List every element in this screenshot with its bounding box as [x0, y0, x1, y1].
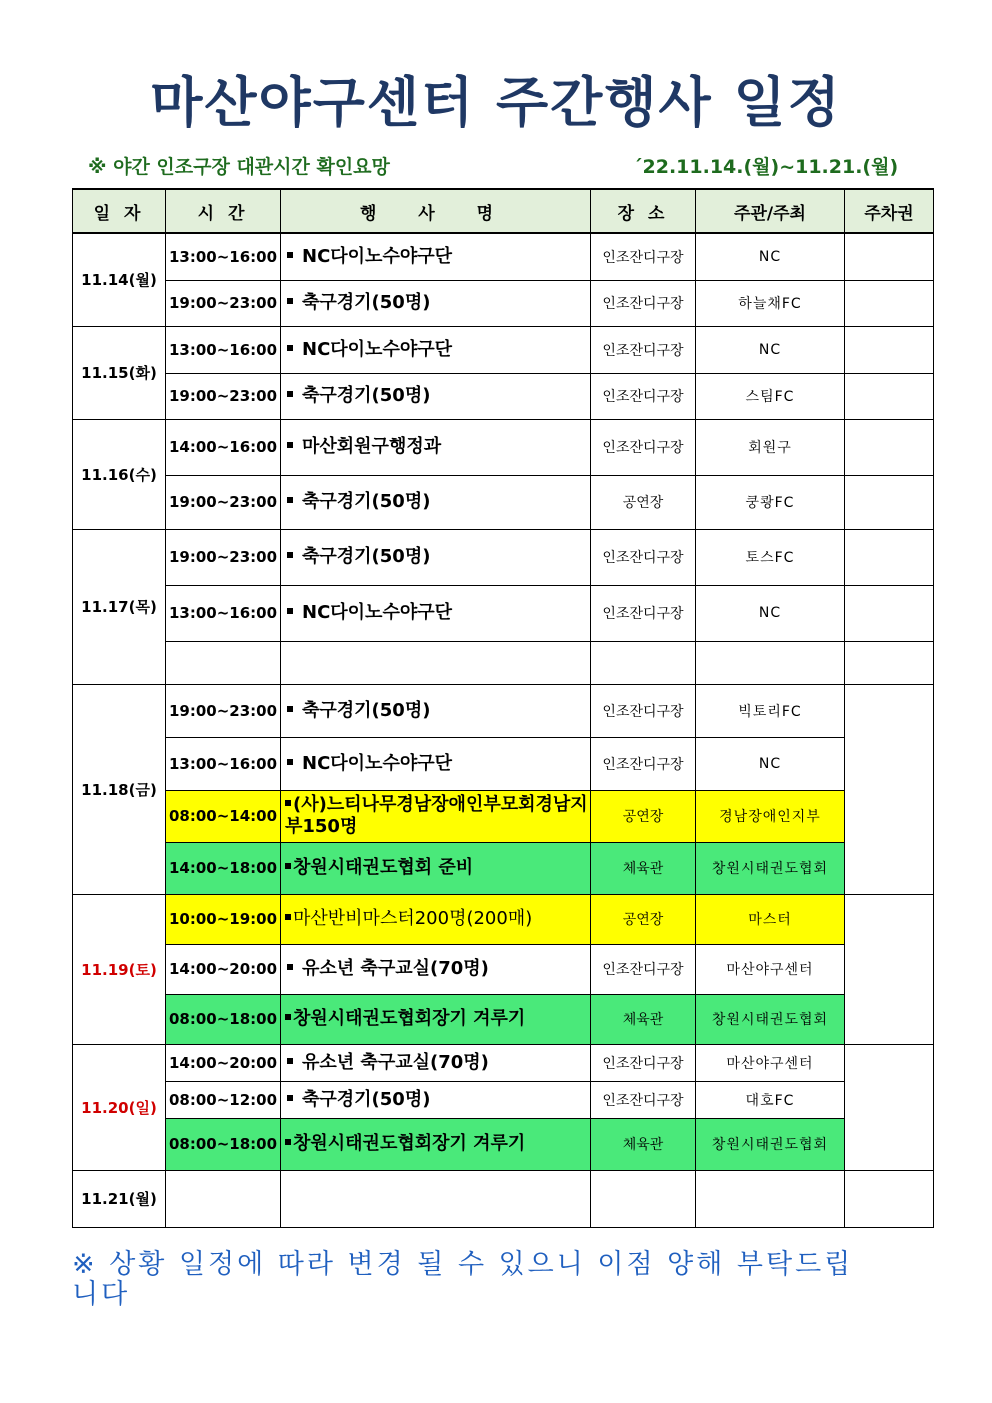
place-cell: 인조잔디구장 [591, 1044, 696, 1081]
place-cell: 인조잔디구장 [591, 280, 696, 326]
event-name: 창원시태권도협회 준비 [293, 857, 474, 878]
event-cell [281, 790, 591, 842]
table-row-highlight [73, 994, 934, 1044]
date-cell: 11.14(월) [73, 233, 166, 326]
place-cell: 체육관 [591, 1118, 696, 1170]
time-cell [166, 641, 281, 684]
time-cell: 14:00~16:00 [166, 419, 281, 475]
table-header-row [73, 189, 934, 233]
time-cell: 14:00~20:00 [166, 944, 281, 994]
event-name: 마산회원구행정과 [302, 436, 442, 457]
bullet-icon [287, 1095, 293, 1101]
parking-cell [845, 1170, 934, 1227]
parking-cell [845, 280, 934, 326]
bullet-icon [287, 608, 293, 614]
table-row [73, 944, 934, 994]
bullet-icon [287, 964, 293, 970]
time-cell: 19:00~23:00 [166, 373, 281, 419]
table-row [73, 326, 934, 373]
event-name: 창원시태권도협회장기 겨루기 [293, 1008, 526, 1029]
event-cell [281, 529, 591, 585]
date-cell: 11.20(일) [73, 1044, 166, 1170]
place-cell: 인조잔디구장 [591, 585, 696, 641]
header-host: 주관/주최 [696, 189, 845, 233]
event-cell [281, 684, 591, 737]
notice-text: ※ 상황 일정에 따라 변경 될 수 있으니 이점 양해 부탁드립니다 [72, 1249, 854, 1310]
host-cell: 마스터 [696, 894, 845, 944]
table-row [73, 529, 934, 585]
schedule-table [72, 188, 934, 1228]
table-row [73, 1044, 934, 1081]
table-row [73, 475, 934, 529]
parking-cell [845, 419, 934, 475]
event-cell [281, 737, 591, 790]
event-name: NC다이노수야구단 [302, 752, 452, 774]
host-cell: 토스FC [696, 529, 845, 585]
parking-cell [845, 684, 934, 894]
place-cell: 인조잔디구장 [591, 1081, 696, 1118]
table-row [73, 280, 934, 326]
parking-cell [845, 475, 934, 529]
bullet-icon [287, 706, 293, 712]
event-name: NC다이노수야구단 [302, 602, 452, 623]
host-cell: 쿵쾅FC [696, 475, 845, 529]
parking-cell [845, 326, 934, 373]
bullet-icon [287, 345, 293, 351]
event-cell [281, 1170, 591, 1227]
event-cell [281, 1081, 591, 1118]
event-name: (사)느티나무경남장애인부모회경남지부150명 [285, 794, 588, 837]
event-name: 유소년 축구교실(70명) [302, 958, 489, 979]
place-cell: 인조잔디구장 [591, 737, 696, 790]
host-cell: 경남장애인지부 [696, 790, 845, 842]
time-cell: 08:00~18:00 [166, 994, 281, 1044]
table-row [73, 373, 934, 419]
parking-cell [845, 373, 934, 419]
event-cell [281, 280, 591, 326]
bullet-icon [285, 1014, 291, 1020]
date-cell: 11.16(수) [73, 419, 166, 529]
time-cell: 19:00~23:00 [166, 684, 281, 737]
event-name: 유소년 축구교실(70명) [302, 1051, 489, 1073]
place-cell: 인조잔디구장 [591, 684, 696, 737]
bullet-icon [287, 442, 293, 448]
host-cell [696, 1170, 845, 1227]
date-cell: 11.21(월) [73, 1170, 166, 1227]
place-cell: 체육관 [591, 994, 696, 1044]
host-cell: 스팀FC [696, 373, 845, 419]
time-cell: 13:00~16:00 [166, 326, 281, 373]
event-cell [281, 1044, 591, 1081]
parking-cell [845, 1044, 934, 1170]
host-cell: 창원시태권도협회 [696, 842, 845, 894]
bullet-icon [285, 1139, 291, 1145]
table-row [73, 1081, 934, 1118]
time-cell [166, 1170, 281, 1227]
place-cell: 인조잔디구장 [591, 326, 696, 373]
event-name: NC다이노수야구단 [302, 245, 452, 267]
event-cell [281, 585, 591, 641]
bullet-icon [287, 759, 293, 765]
bullet-icon [287, 1058, 293, 1064]
time-cell: 19:00~23:00 [166, 529, 281, 585]
time-cell: 10:00~19:00 [166, 894, 281, 944]
event-cell [281, 233, 591, 280]
page-title: 마산야구센터 주간행사 일정 [150, 71, 842, 134]
event-name: 축구경기(50명) [302, 491, 431, 512]
event-cell [281, 475, 591, 529]
host-cell: NC [696, 585, 845, 641]
place-cell: 공연장 [591, 475, 696, 529]
host-cell: 회원구 [696, 419, 845, 475]
host-cell: 창원시태권도협회 [696, 1118, 845, 1170]
time-cell: 13:00~16:00 [166, 737, 281, 790]
time-cell: 14:00~20:00 [166, 1044, 281, 1081]
event-name: 마산반비마스터200명(200매) [293, 908, 533, 929]
table-row-empty [73, 641, 934, 684]
table-row-highlight [73, 842, 934, 894]
place-cell: 인조잔디구장 [591, 233, 696, 280]
place-cell: 인조잔디구장 [591, 373, 696, 419]
event-cell [281, 894, 591, 944]
bullet-icon [287, 391, 293, 397]
place-cell [591, 641, 696, 684]
event-name: 축구경기(50명) [302, 292, 431, 313]
event-cell [281, 373, 591, 419]
date-cell: 11.18(금) [73, 684, 166, 894]
table-row [73, 684, 934, 737]
event-cell [281, 842, 591, 894]
event-cell [281, 994, 591, 1044]
bullet-icon [287, 552, 293, 558]
schedule-period: ´22.11.14.(월)~11.21.(월) [633, 156, 899, 178]
time-cell: 13:00~16:00 [166, 585, 281, 641]
host-cell: NC [696, 737, 845, 790]
host-cell: 하늘채FC [696, 280, 845, 326]
time-cell: 14:00~18:00 [166, 842, 281, 894]
time-cell: 08:00~12:00 [166, 1081, 281, 1118]
place-cell: 체육관 [591, 842, 696, 894]
event-name: 창원시태권도협회장기 겨루기 [293, 1133, 526, 1154]
table-row-highlight [73, 894, 934, 944]
host-cell: NC [696, 326, 845, 373]
date-cell: 11.17(목) [73, 529, 166, 684]
event-cell [281, 419, 591, 475]
host-cell: 대호FC [696, 1081, 845, 1118]
place-cell: 인조잔디구장 [591, 944, 696, 994]
table-row [73, 737, 934, 790]
parking-cell [845, 529, 934, 585]
event-name: 축구경기(50명) [302, 699, 431, 721]
table-row-highlight [73, 790, 934, 842]
place-cell [591, 1170, 696, 1227]
event-name: NC다이노수야구단 [302, 338, 452, 360]
time-cell: 19:00~23:00 [166, 280, 281, 326]
time-cell: 08:00~18:00 [166, 1118, 281, 1170]
header-event: 행 사 명 [281, 189, 591, 233]
subtitle-note: ※ 야간 인조구장 대관시간 확인요망 [88, 156, 390, 178]
place-cell: 공연장 [591, 894, 696, 944]
bullet-icon [287, 252, 293, 258]
host-cell: 마산야구센터 [696, 1044, 845, 1081]
host-cell: 마산야구센터 [696, 944, 845, 994]
host-cell: 창원시태권도협회 [696, 994, 845, 1044]
header-date: 일 자 [73, 189, 166, 233]
time-cell: 13:00~16:00 [166, 233, 281, 280]
time-cell: 08:00~14:00 [166, 790, 281, 842]
header-parking: 주차권 [845, 189, 934, 233]
bullet-icon [285, 800, 291, 806]
host-cell: NC [696, 233, 845, 280]
parking-cell [845, 641, 934, 684]
parking-cell [845, 233, 934, 280]
bullet-icon [287, 497, 293, 503]
event-cell [281, 1118, 591, 1170]
event-cell [281, 944, 591, 994]
table-row [73, 1170, 934, 1227]
table-row [73, 233, 934, 280]
event-name: 축구경기(50명) [302, 385, 431, 406]
host-cell [696, 641, 845, 684]
event-cell [281, 641, 591, 684]
event-cell [281, 326, 591, 373]
date-cell: 11.19(토) [73, 894, 166, 1044]
bullet-icon [285, 863, 291, 869]
bullet-icon [285, 914, 291, 920]
parking-cell [845, 894, 934, 1044]
bullet-icon [287, 298, 293, 304]
time-cell: 19:00~23:00 [166, 475, 281, 529]
place-cell: 인조잔디구장 [591, 529, 696, 585]
header-time: 시 간 [166, 189, 281, 233]
table-row [73, 585, 934, 641]
table-row-highlight [73, 1118, 934, 1170]
table-row [73, 419, 934, 475]
header-place: 장 소 [591, 189, 696, 233]
event-name: 축구경기(50명) [302, 546, 431, 567]
place-cell: 인조잔디구장 [591, 419, 696, 475]
place-cell: 공연장 [591, 790, 696, 842]
parking-cell [845, 585, 934, 641]
date-cell: 11.15(화) [73, 326, 166, 419]
host-cell: 빅토리FC [696, 684, 845, 737]
event-name: 축구경기(50명) [302, 1088, 431, 1110]
